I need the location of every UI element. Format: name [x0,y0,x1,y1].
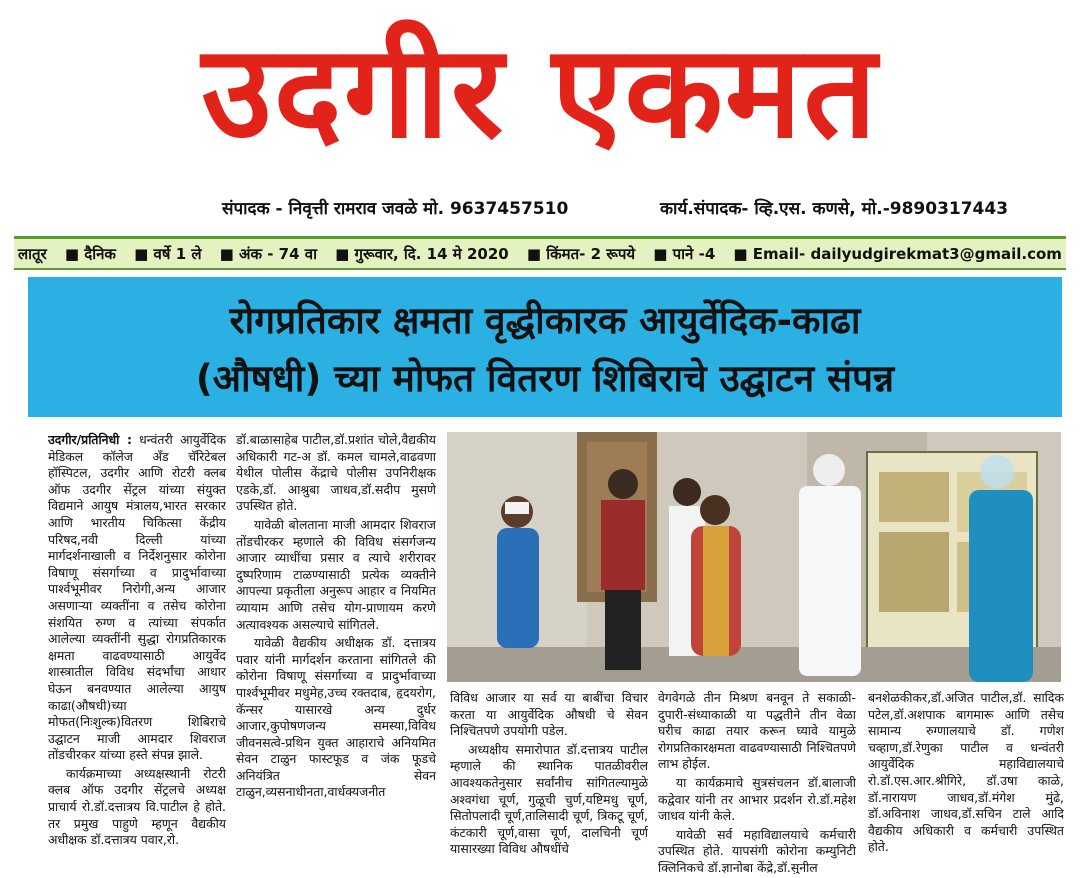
info-year: ■ वर्षे 1 ले [134,244,202,263]
executive-editor-credit: कार्य.संपादक- व्हि.एस. कणसे, मो.-9890317443 [660,199,1009,219]
article-column-2 [236,432,436,872]
masthead [0,0,1080,185]
paragraph-text: धन्वंतरी आयुर्वेदिक मेडिकल कॉलेज अँड चॅरिटेबल हॉस्पिटल, उदगीर आणि रोटरी क्लब ऑफ उदगीर सेंट्रल यांच्या संयुक्त विद्यमाने आयुष मंत्रालय,भारत सरकार आणि भारतीय चिकित्सा केंद्रीय परिषद,नवी दिल्ली यांच्या मार्गदर्शनाखाली व निर्देशनुसार कोरोना विषाणू संसर्गाच्या व प्रादुर्भावाच्या पार्श्वभूमीवर निरोगी,अन्य आजार असणाऱ्या व्यक्तींना व तसेच कोरोना संशयित रुग्ण व त्यांच्या संपर्कात आलेल्या व्यक्तींनी सुद्धा रोगप्रतिकारक क्षमता वाढवण्यासाठी आयुर्वेद शास्त्रातील विविध संदर्भांचा आधार घेऊन बनवण्यात आलेल्या आयुष काढा(औषधी)च्या मोफत(निःशुल्क)वितरण शिबिराचे उद्घाटन माजी आमदार शिवराज तोंडचीरकर यांच्या हस्ते संपन्न झाले. [48,432,226,763]
newspaper-title: उदगीर एकमत [201,18,879,167]
headline-line-1: रोगप्रतिकार क्षमता वृद्धीकारक आयुर्वेदिक-काढा [229,299,861,342]
article-paragraph: या कार्यक्रमाचे सुत्रसंचलन डॉ.बालाजी कद्वेवार यांनी तर आभार प्रदर्शन रो.डॉ.महेश जाधव यांनी केले. [658,774,856,824]
article-column-4 [658,690,856,874]
news-photo [447,432,1061,682]
issue-info-bar [14,236,1066,270]
article-paragraph: कार्यक्रमाच्या अध्यक्षस्थानी रोटरी क्लब ऑफ उदगीर सेंट्रलचे अध्यक्ष प्राचार्य रो.डॉ.दत्तात्रय वि.पाटील हे होते. तर प्रमुख पाहुणे म्हणून वैद्यकीय अधीक्षक डॉ.दत्तात्रय पवार,रो. [48,765,226,848]
article-paragraph: यावेळी सर्व महाविद्यालयाचे कर्मचारी उपस्थित होते. यापसंगी कोरोना कम्युनिटी क्लिनिकचे डॉ.ज्ञानोबा केंद्रे,डॉ.सुनील [658,826,856,874]
info-date: ■ गुरूवार, दि. 14 मे 2020 [335,244,509,263]
article-paragraph: यावेळी बोलताना माजी आमदार शिवराज तोंडचीरकर म्हणाले की विविध संसर्गजन्य आजार व्याधींचा प्रसार व त्याचे शरीरावर दुष्परिणाम टाळण्यासाठी प्रत्येक व्यक्तीने आपल्या प्रकृतीला अनुरूप आहार व नियमित व्यायाम आणि तसेच योग-प्राणायम करणे अत्यावश्यक असल्याचे सांगितले. [236,516,436,632]
info-place: लातूर [18,244,47,263]
person-figure-5 [799,454,861,676]
article-paragraph: अध्यक्षीय समारोपात डॉ.दत्तात्रय पाटील म्हणाले की स्थानिक पातळीवरील आवश्यकतेनुसार सर्वांनीच सांगितल्यामुळे अश्वगंधा चूर्ण, गुळूची चुर्ण,यष्टिमधु चूर्ण, सितोपलादी चूर्ण,तालिसादी चूर्ण, त्रिकटू चूर्ण, कंटकारी चूर्ण,वासा चूर्ण, दालचिनी चूर्ण यासारख्या विविध औषधींचे [450,741,648,857]
article-paragraph: वेगवेगळे तीन मिश्रण बनवून ते सकाळी-दुपारी-संध्याकाळी या पद्धतीने तीन वेळा घरीच काढा तयार करून घ्यावे यामुळे रोगप्रतिकारक्षमता वाढवण्यासाठी निश्चितपणे लाभ होईल. [658,690,856,772]
info-price: ■ किंमत- 2 रूपये [526,244,636,263]
article-column-3 [450,690,648,874]
article-paragraph: यावेळी वैद्यकीय अधीक्षक डॉ. दत्तात्रय पवार यांनी मार्गदर्शन करताना सांगितले की कोरोना विषाणू संसर्गाच्या व प्रादुर्भावाच्या पार्श्वभूमीवर मधुमेह,उच्च रक्तदाब, हृदयरोग, कॅन्सर यासारखे अन्य दुर्धर आजार,कुपोषणजन्य समस्या,विविध जीवनसत्वे-प्रथिन युक्त आहाराचे अनियमित सेवन टाळुन फास्टफूड व जंक फूडचे अनियंत्रित सेवन टाळुन,व्यसनाधीनता,वार्धक्यजनीत [236,635,436,800]
headline-line-2: (औषधी) च्या मोफत वितरण शिबिराचे उद्घाटन संपन्न [195,357,895,400]
info-email: ■ Email- dailyudgirekmat3@gmail.com [733,244,1062,263]
article-paragraph [48,432,226,764]
editor-credit: संपादक - निवृत्ती रामराव जवळे मो. 9637457510 [222,199,569,219]
article-column-5 [868,690,1064,874]
info-issue: ■ अंक - 74 वा [219,244,318,263]
article-paragraph: डॉ.बाळासाहेब पाटील,डॉ.प्रशांत चोले,वैद्यकीय अधिकारी गट-अ डॉ. कमल चामले,वाढवणा येथील पोलीस केंद्राचे पोलीस उपनिरीक्षक एडके,डॉ. आश्रुबा जाधव,डॉ.सदीप मुसणे उपस्थित होते. [236,432,436,514]
article-column-1 [48,432,226,872]
dateline: उदगीर/प्रतिनिधी : [48,432,132,447]
info-pages: ■ पाने -4 [653,244,716,263]
photo-illustration [447,432,1061,682]
article-paragraph: बनशेळकीकर,डॉ.अजित पाटील,डॉ. सादिक पटेल,डॉ.अशपाक बागमारू आणि तसेच सामान्य रुग्णालयाचे डॉ. गणेश चव्हाण,डॉ.रेणुका पाटील व धन्वंतरी आयुर्वेदिक महाविद्यालयाचे रो.डॉ.एस.आर.श्रीगिरे, डॉ.उषा काळे, डॉ.नारायण जाधव,डॉ.मंगेश मुंढे, डॉ.अविनाश जाधव,डॉ.सचिन टाले आदि वैद्यकीय अधिकारी व कर्मचारी उपस्थित होते. [868,690,1064,855]
article-paragraph: विविध आजार या सर्व या बाबींचा विचार करता या आयुर्वेदिक औषधी चे सेवन निश्चितपणे उपयोगी पडेल. [450,690,648,739]
info-type: ■ दैनिक [64,244,116,263]
article-headline [28,277,1062,417]
